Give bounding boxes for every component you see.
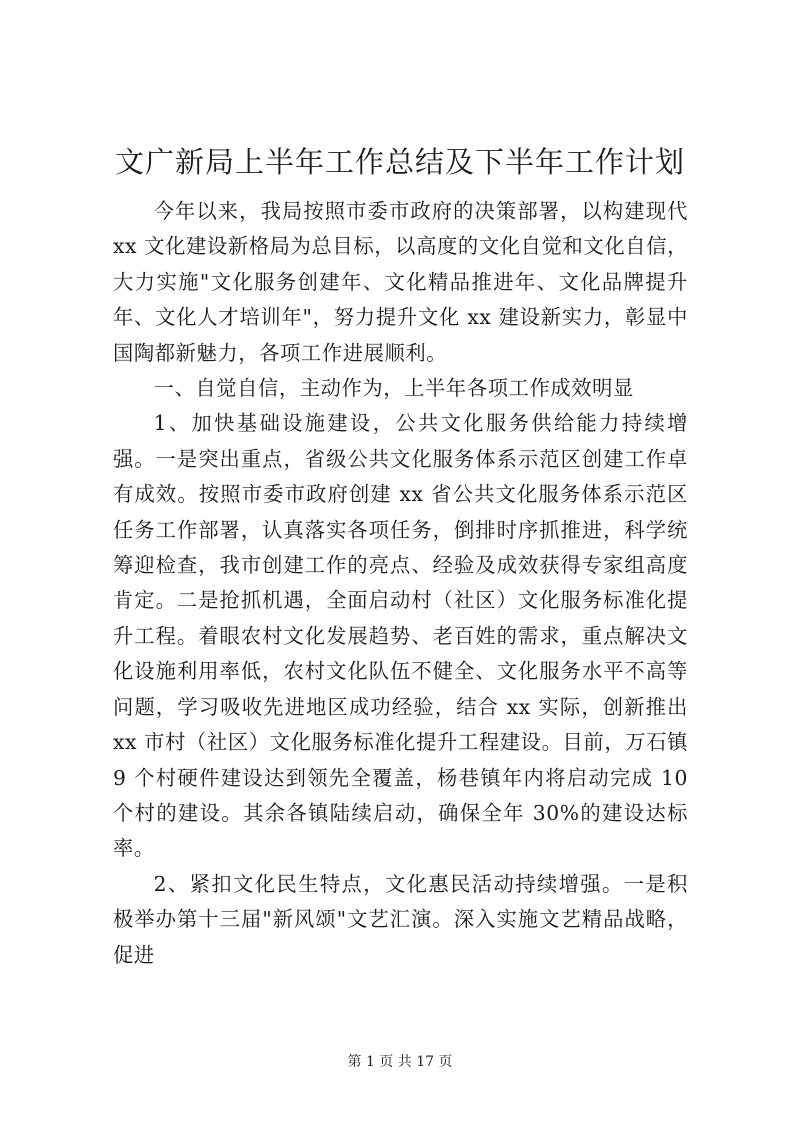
document-title: 文广新局上半年工作总结及下半年工作计划 xyxy=(114,145,685,179)
section-heading-1: 一、自觉自信，主动作为，上半年各项工作成效明显 xyxy=(153,376,634,401)
paragraph-item-2: 2、紧扣文化民生特点，文化惠民活动持续增强。一是积极举办第十三届"新风颂"文艺汇演。深入实施文艺精品战略，促进 xyxy=(113,871,688,967)
page-number-footer: 第 1 页 共 17 页 xyxy=(347,1054,453,1070)
document-body xyxy=(113,194,688,973)
paragraph-intro: 今年以来，我局按照市委市政府的决策部署，以构建现代 xx 文化建设新格局为总目标，以高度的文化自觉和文化自信，大力实施"文化服务创建年、文化精品推进年、文化品牌提升年、文化人才培训年"，努力提升文化 xx 建设新实力，彰显中国陶都新魅力，各项工作进展顺利。 xyxy=(113,199,688,365)
paragraph-item-1: 1、加快基础设施建设，公共文化服务供给能力持续增强。一是突出重点，省级公共文化服务体系示范区创建工作卓有成效。按照市委市政府创建 xx 省公共文化服务体系示范区任务工作部署，认真落实各项任务，倒排时序抓推进，科学统筹迎检查，我市创建工作的亮点、经验及成效获得专家组高度肯定。二是抢抓机遇，全面启动村（社区）文化服务标准化提升工程。着眼农村文化发展趋势、老百姓的需求，重点解决文化设施利用率低，农村文化队伍不健全、文化服务水平不高等问题，学习吸收先进地区成功经验，结合 xx 实际，创新推出 xx 市村（社区）文化服务标准化提升工程建设。目前，万石镇 9 个村硬件建设达到领先全覆盖，杨巷镇年内将启动完成 10 个村的建设。其余各镇陆续启动，确保全年 30%的建设达标率。 xyxy=(113,411,688,861)
